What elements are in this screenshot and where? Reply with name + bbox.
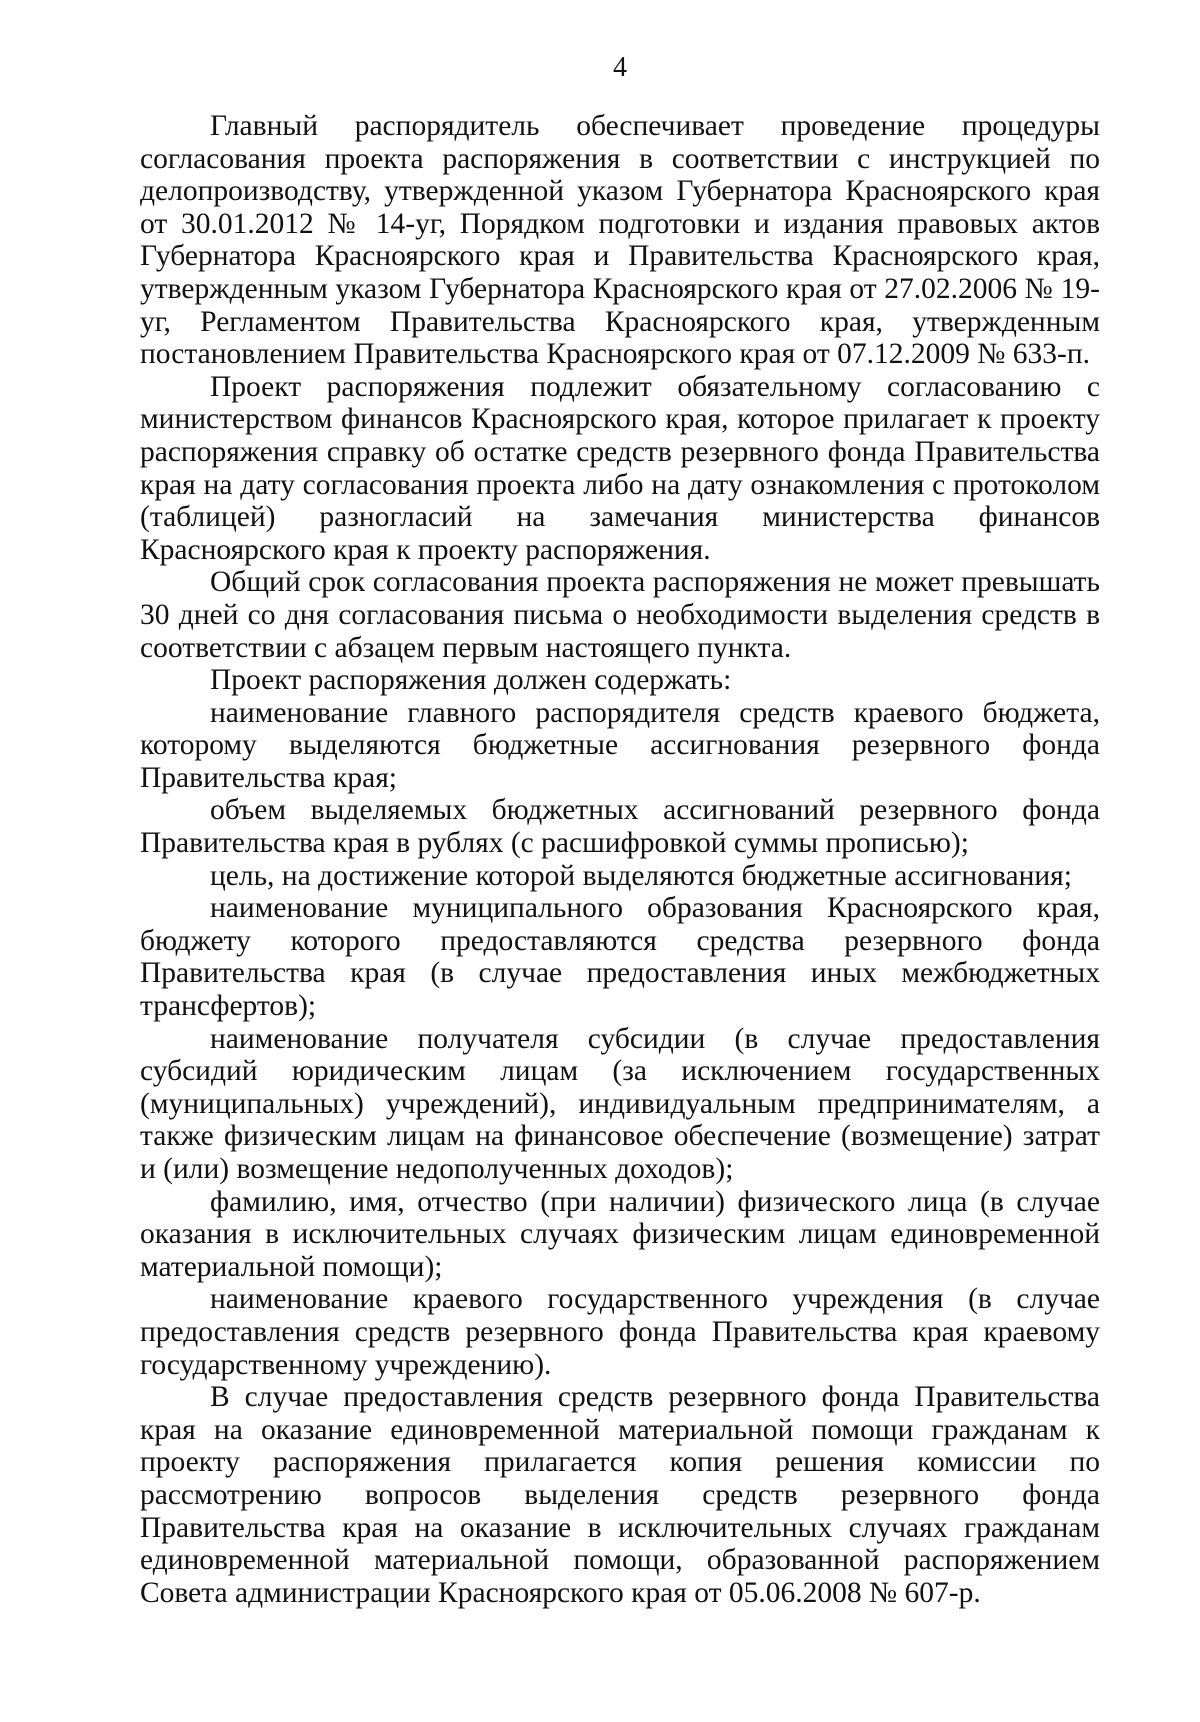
paragraph-material-aid: В случае предоставления средств резервного фонда Правительства края на оказание единовременной материальной помощи гражданам к проекту распоряжения прилагается копия решения комиссии по рассмотрению вопросов выделения средств резервного фонда Правительства края на оказание в исключительных случаях гражданам единовременной материальной помощи, образованной распоряжением Совета администрации Красноярского края от 05.06.2008 № 607-р. [140, 1381, 1100, 1609]
paragraph-item-distributor: наименование главного распорядителя средств краевого бюджета, которому выделяются бюджетные ассигнования резервного фонда Правительства края; [140, 696, 1100, 794]
paragraph-item-subsidy-recipient: наименование получателя субсидии (в случае предоставления субсидий юридическим лицам (за исключением государственных (муниципальных) учреждений), индивидуальным предпринимателям, а также физическим лицам на финансовое обеспечение (возмещение) затрат и (или) возмещение недополученных доходов); [140, 1022, 1100, 1185]
paragraph-approval-procedure: Главный распорядитель обеспечивает проведение процедуры согласования проекта распоряжения в соответствии с инструкцией по делопроизводству, утвержденной указом Губернатора Красноярского края от 30.01.2012 № 14-уг, Порядком подготовки и издания правовых актов Губернатора Красноярского края и Правительства Красноярского края, утвержденным указом Губернатора Красноярского края от 27.02.2006 № 19-уг, Регламентом Правительства Красноярского края, утвержденным постановлением Правительства Красноярского края от 07.12.2009 № 633-п. [140, 110, 1100, 371]
page-number: 4 [613, 52, 627, 83]
paragraph-item-institution: наименование краевого государственного учреждения (в случае предоставления средств резервного фонда Правительства края краевому государственному учреждению). [140, 1283, 1100, 1381]
document-body [140, 110, 1100, 1609]
paragraph-item-purpose: цель, на достижение которой выделяются бюджетные ассигнования; [210, 859, 1072, 892]
paragraph-item-amount: объем выделяемых бюджетных ассигнований резервного фонда Правительства края в рублях (с расшифровкой суммы прописью); [140, 794, 1100, 860]
paragraph-contents-intro: Проект распоряжения должен содержать: [210, 664, 732, 697]
paragraph-ministry-approval: Проект распоряжения подлежит обязательному согласованию с министерством финансов Красноярского края, которое прилагает к проекту распоряжения справку об остатке средств резервного фонда Правительства края на дату согласования проекта либо на дату ознакомления с протоколом (таблицей) разногласий на замечания министерства финансов Красноярского края к проекту распоряжения. [140, 370, 1100, 566]
paragraph-item-individual: фамилию, имя, отчество (при наличии) физического лица (в случае оказания в исключительных случаях физическим лицам единовременной материальной помощи); [140, 1185, 1100, 1283]
paragraph-item-municipality: наименование муниципального образования Красноярского края, бюджету которого предоставляются средства резервного фонда Правительства края (в случае предоставления иных межбюджетных трансфертов); [140, 892, 1100, 1023]
paragraph-approval-term: Общий срок согласования проекта распоряжения не может превышать 30 дней со дня согласования письма о необходимости выделения средств в соответствии с абзацем первым настоящего пункта. [140, 566, 1100, 664]
